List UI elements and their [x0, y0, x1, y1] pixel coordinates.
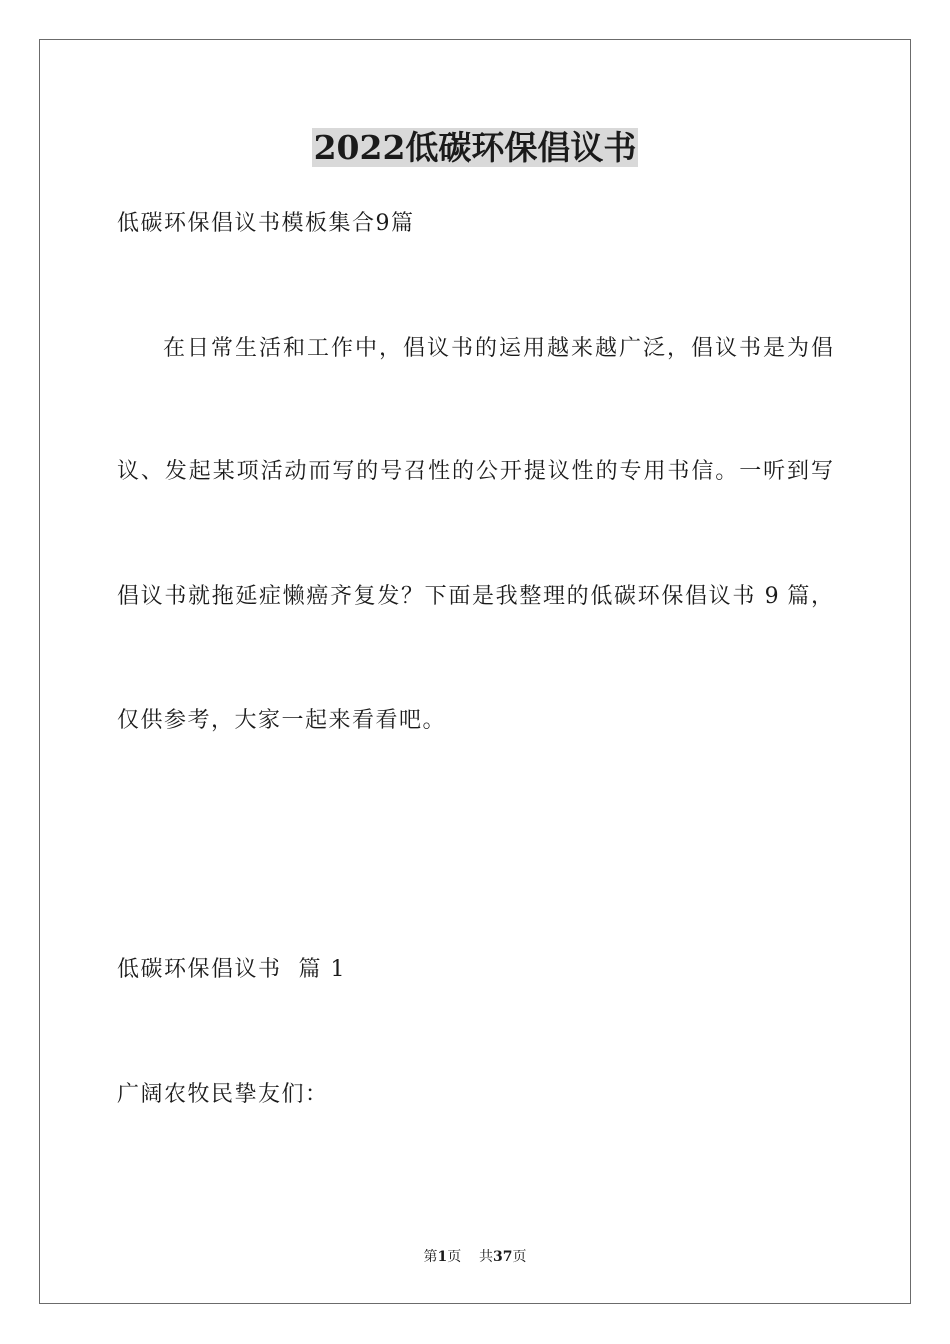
salutation: 广阔农牧民挚友们： — [117, 1082, 329, 1107]
page-footer — [0, 1247, 950, 1267]
footer-total-pages: 37 — [493, 1249, 513, 1265]
footer-total-suffix: 页 — [512, 1249, 527, 1265]
intro-line-4: 仅供参考，大家一起来看看吧。 — [117, 708, 447, 733]
footer-page-suffix: 页 — [447, 1249, 462, 1265]
intro-line-3: 倡议书就拖延症懒癌齐复发？下面是我整理的低碳环保倡议书 9 篇， — [117, 584, 833, 609]
document-title-text: 2022低碳环保倡议书 — [313, 128, 637, 167]
footer-page-number: 1 — [437, 1249, 448, 1265]
section-heading: 低碳环保倡议书 篇 1 — [117, 957, 346, 982]
document-subtitle: 低碳环保倡议书模板集合9篇 — [117, 211, 415, 236]
intro-line-2: 议、发起某项活动而写的号召性的公开提议性的专用书信。一听到写 — [117, 459, 833, 484]
footer-page-prefix: 第 — [423, 1249, 438, 1265]
document-title — [0, 124, 950, 172]
intro-line-1: 在日常生活和工作中，倡议书的运用越来越广泛，倡议书是为倡 — [163, 336, 833, 361]
footer-total-prefix: 共 — [479, 1249, 494, 1265]
